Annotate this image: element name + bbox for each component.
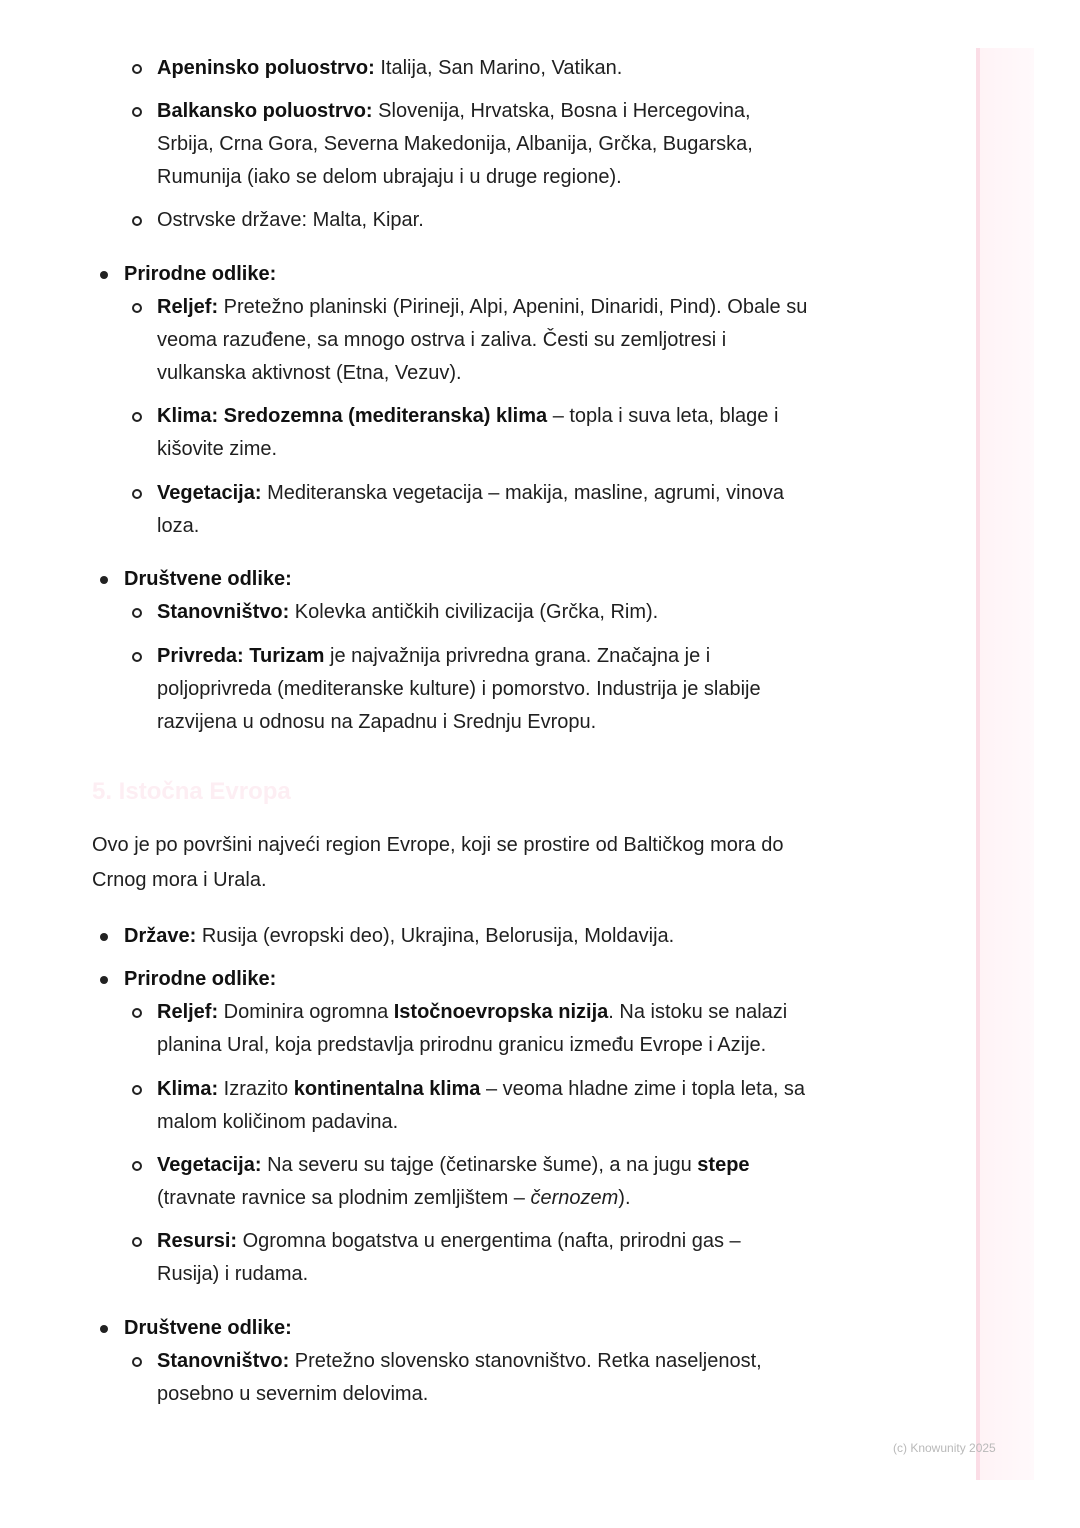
list-item-economy-south (157, 640, 817, 739)
item-text: ). (618, 1187, 631, 1209)
list-bullet-hollow (132, 303, 142, 313)
item-text: Izrazito (218, 1078, 294, 1100)
item-text: Mediteranska vegetacija – makija, masline, agrumi, vinova loza. (157, 482, 784, 537)
item-text: . Na istoku se nalazi planina Ural, koja predstavlja prirodnu granicu između Evrope i Azije. (157, 1001, 788, 1056)
list-bullet (100, 1325, 108, 1333)
item-label: Klima: Sredozemna (mediteranska) klima (157, 405, 548, 427)
list-item-climate-south (157, 400, 817, 466)
item-emphasis: Istočnoevropska nizija (393, 1001, 609, 1023)
list-item-vegetation-south (157, 477, 822, 543)
list-bullet-hollow (132, 1008, 142, 1018)
list-item-balkan (157, 95, 797, 194)
list-item-states-east (124, 920, 844, 953)
item-text: – veoma hladne zime i topla leta, sa malom količinom padavina. (157, 1078, 806, 1133)
item-text: Italija, San Marino, Vatikan. (374, 57, 623, 79)
list-bullet-hollow (132, 1085, 142, 1095)
list-item-resources-east (157, 1225, 787, 1291)
item-label: Reljef: (157, 1001, 219, 1023)
list-bullet (100, 576, 108, 584)
list-bullet-hollow (132, 412, 142, 422)
footer-copyright: (c) Knowunity 2025 (893, 1441, 996, 1455)
item-label: Resursi: (157, 1230, 238, 1252)
list-item-relief-east (157, 996, 822, 1062)
list-item-population-south (157, 596, 837, 629)
item-text: Kolevka antičkih civilizacija (Grčka, Rim). (289, 601, 659, 623)
list-item-vegetation-east (157, 1149, 817, 1215)
paragraph-intro-eastern: Ovo je po površini najveći region Evrope, koji se prostire od Baltičkog mora do Crnog mora i Urala. (92, 834, 784, 891)
section-heading-eastern-europe: 5. Istočna Evropa (92, 778, 291, 805)
item-label: Vegetacija: (157, 482, 262, 504)
item-emphasis: kontinentalna klima (293, 1078, 481, 1100)
item-italic: černozem (530, 1187, 619, 1209)
item-label: Stanovništvo: (157, 601, 290, 623)
item-text: Slovenija, Hrvatska, Bosna i Hercegovina, Srbija, Crna Gora, Severna Makedonija, Albanija, Grčka, Bugarska, Rumunija (iako se delom ubrajaju i u druge regione). (157, 100, 753, 188)
item-label: Stanovništvo: (157, 1350, 290, 1372)
item-text: Na severu su tajge (četinarske šume), a na jugu (261, 1154, 698, 1176)
item-label: Vegetacija: (157, 1154, 262, 1176)
list-item-apennine (157, 52, 837, 85)
section-natural-features-east: Prirodne odlike: (124, 968, 277, 990)
page-side-band (976, 48, 1034, 1480)
item-label: Privreda: Turizam (157, 645, 325, 667)
list-bullet (100, 271, 108, 279)
item-text: je najvažnija privredna grana. Značajna je i poljoprivreda (mediteranske kulture) i pomorstvo. Industrija je slabije razvijena u odnosu na Zapadnu i Srednju Evropu. (157, 645, 761, 733)
item-emphasis: stepe (697, 1154, 750, 1176)
list-bullet-hollow (132, 489, 142, 499)
list-item-islands (157, 204, 837, 237)
section-social-features-east: Društvene odlike: (124, 1317, 292, 1339)
list-bullet-hollow (132, 216, 142, 226)
item-text: – topla i suva leta, blage i kišovite zime. (157, 405, 779, 460)
item-text: Ostrvske države: Malta, Kipar. (157, 209, 424, 231)
section-social-features-south: Društvene odlike: (124, 568, 292, 590)
item-text: Dominira ogromna (218, 1001, 394, 1023)
list-bullet-hollow (132, 652, 142, 662)
item-text: Ogromna bogatstva u energentima (nafta, prirodni gas – Rusija) i rudama. (157, 1230, 741, 1285)
list-bullet-hollow (132, 64, 142, 74)
item-text: (travnate ravnice sa plodnim zemljištem – (157, 1187, 531, 1209)
list-bullet-hollow (132, 107, 142, 117)
list-bullet-hollow (132, 1161, 142, 1171)
item-label: Balkansko poluostrvo: (157, 100, 373, 122)
item-label: Apeninsko poluostrvo: (157, 57, 375, 79)
item-label: Države: (124, 925, 197, 947)
list-item-population-east (157, 1345, 797, 1411)
item-text: Pretežno planinski (Pirineji, Alpi, Apenini, Dinaridi, Pind). Obale su veoma razuđene, sa mnogo ostrva i zaliva. Česti su zemljotresi i vulkanska aktivnost (Etna, Vezuv). (157, 296, 808, 384)
list-item-relief-south (157, 291, 817, 390)
list-bullet-hollow (132, 608, 142, 618)
list-bullet (100, 933, 108, 941)
list-bullet-hollow (132, 1357, 142, 1367)
section-natural-features-south: Prirodne odlike: (124, 263, 277, 285)
item-label: Klima: (157, 1078, 219, 1100)
list-bullet-hollow (132, 1237, 142, 1247)
item-label: Reljef: (157, 296, 219, 318)
item-text: Rusija (evropski deo), Ukrajina, Belorusija, Moldavija. (196, 925, 675, 947)
item-text: Pretežno slovensko stanovništvo. Retka naseljenost, posebno u severnim delovima. (157, 1350, 762, 1405)
list-item-climate-east (157, 1073, 817, 1139)
list-bullet (100, 976, 108, 984)
